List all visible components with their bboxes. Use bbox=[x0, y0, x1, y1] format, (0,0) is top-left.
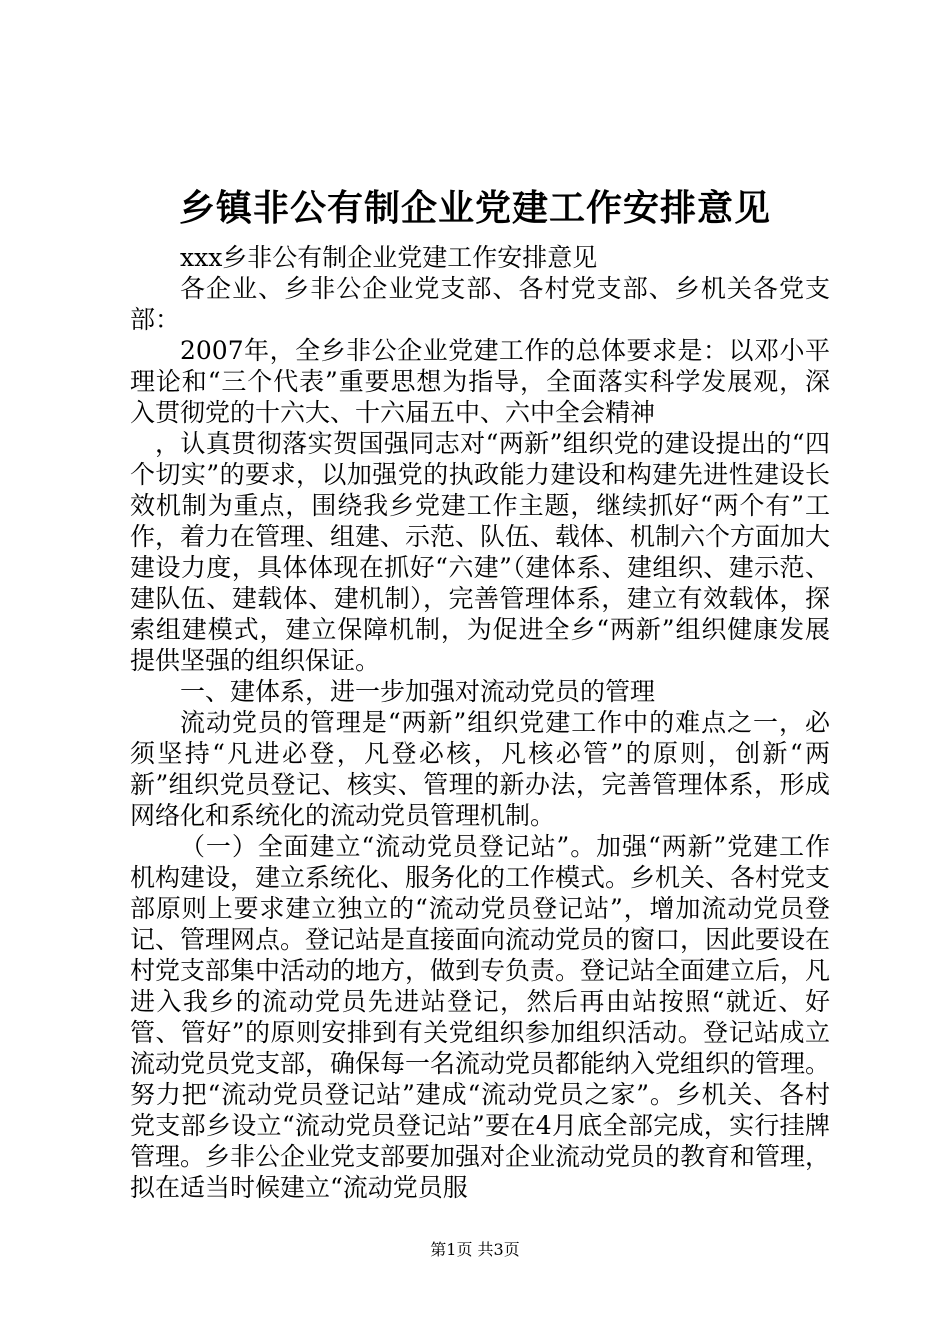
paragraph-salutation: 各企业、乡非公企业党支部、各村党支部、乡机关各党支部： bbox=[130, 274, 830, 334]
document-title: 乡镇非公有制企业党建工作安排意见 bbox=[178, 187, 771, 229]
page-footer: 第1页 共3页 bbox=[430, 1240, 520, 1259]
paragraph-implementation: ，认真贯彻落实贺国强同志对“两新”组织党的建设提出的“四个切实”的要求，以加强党的执政能力建设和构建先进性建设长效机制为重点，围绕我乡党建工作主题，继续抓好“两个有”工作，着力在管理、组建、示范、队伍、载体、机制六个方面加大建设力度，具体体现在抓好“六建”（建体系、建组织、建示范、建队伍、建载体、建机制），完善管理体系，建立有效载体，探索组建模式，建立保障机制，为促进全乡“两新”组织健康发展提供坚强的组织保证。 bbox=[130, 429, 831, 675]
paragraph-overall-requirement: 2007年，全乡非公企业党建工作的总体要求是：以邓小平理论和“三个代表”重要思想为指导，全面落实科学发展观，深入贯彻党的十六大、十六届五中、六中全会精神 bbox=[130, 336, 830, 427]
paragraph-heading-repeat: xxx乡非公有制企业党建工作安排意见 bbox=[180, 243, 598, 272]
paragraph-mobile-members: 流动党员的管理是“两新”组织党建工作中的难点之一，必须坚持“凡进必登，凡登必核，凡核必管”的原则，创新“两新”组织党员登记、核实、管理的新办法，完善管理体系，形成网络化和系统化的流动党员管理机制。 bbox=[130, 708, 830, 830]
document-body bbox=[130, 242, 830, 1203]
section-heading-1: 一、建体系，进一步加强对流动党员的管理 bbox=[180, 677, 656, 706]
paragraph-registration-station: （一）全面建立“流动党员登记站”。加强“两新”党建工作机构建设，建立系统化、服务化的工作模式。乡机关、各村党支部原则上要求建立独立的“流动党员登记站”，增加流动党员登记、管理网点。登记站是直接面向流动党员的窗口，因此要设在村党支部集中活动的地方，做到专负责。登记站全面建立后，凡进入我乡的流动党员先进站登记，然后再由站按照“就近、好管、管好”的原则安排到有关党组织参加组织活动。登记站成立流动党员党支部，确保每一名流动党员都能纳入党组织的管理。努力把“流动党员登记站”建成“流动党员之家”。乡机关、各村党支部乡设立“流动党员登记站”要在4月底全部完成，实行挂牌管理。乡非公企业党支部要加强对企业流动党员的教育和管理，拟在适当时候建立“流动党员服 bbox=[130, 832, 831, 1202]
